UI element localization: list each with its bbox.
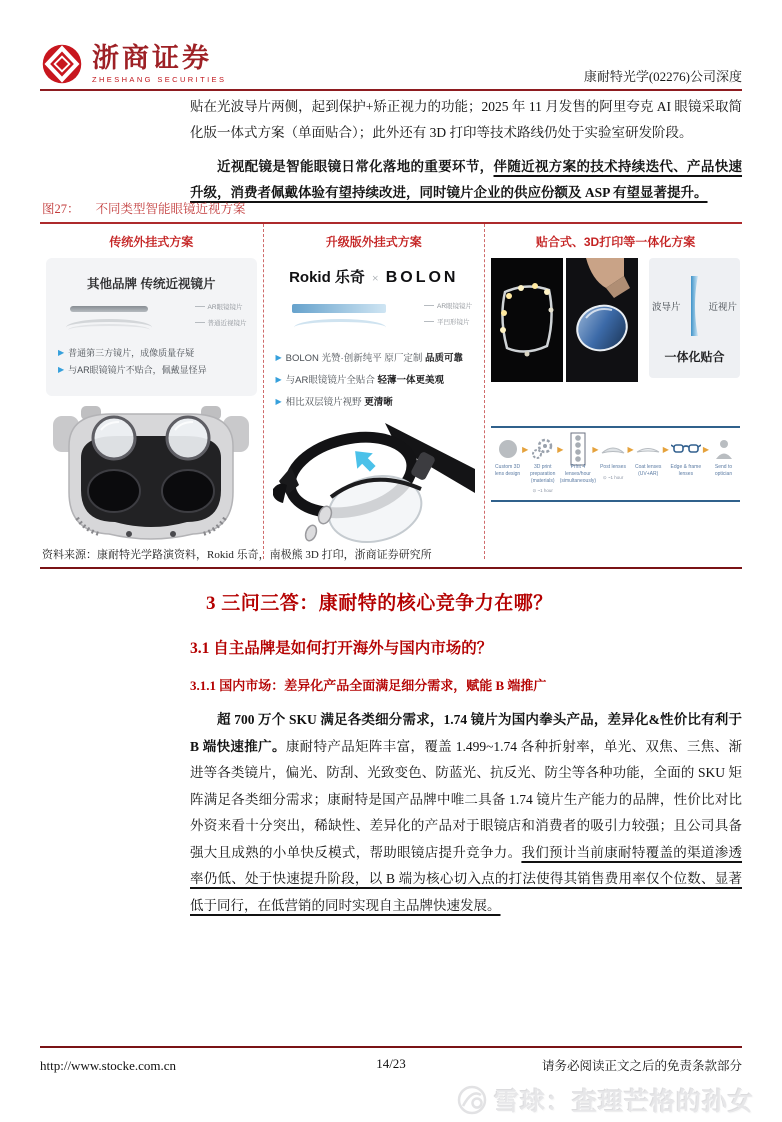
col2-bullet-1-bold: 品质可靠	[425, 353, 464, 364]
leader-line	[424, 321, 434, 322]
figure-source: 资料来源：康耐特光学路演资料，Rokid 乐奇，南极熊 3D 打印，浙商证券研究所	[42, 549, 432, 561]
optician-person-icon	[714, 436, 734, 462]
figure-27	[40, 197, 742, 569]
flow-step-label: Post lenses	[600, 464, 626, 470]
col2-bullet-1-plain: BOLON 光赞·创新纯平 原厂定制	[285, 353, 425, 364]
time-note	[533, 488, 553, 494]
gears-icon	[531, 436, 555, 462]
figure-col-integrated	[485, 224, 742, 559]
time-note-text: ~1 hour	[537, 488, 553, 494]
lens-in-hand-photo	[566, 258, 638, 382]
section-body-paragraph	[190, 707, 742, 919]
list-item	[58, 346, 245, 360]
lens-label-ar	[195, 302, 247, 311]
waveguide-lens-photo	[491, 258, 563, 382]
leader-line	[195, 322, 205, 323]
body-bold-lead: 超 700 万个 SKU 满足各类细分需求，1.74 镜片为国内拳头产品，差异化&性价比有利于 B 端快速推广。	[190, 712, 742, 754]
col1-card	[46, 258, 257, 396]
flow-arrow-icon: ▶	[592, 445, 599, 454]
attach-arrow-icon	[347, 443, 380, 476]
flow-step	[599, 436, 628, 481]
bonding-diagram-card	[649, 258, 740, 378]
ar-lens-shape	[70, 306, 148, 312]
col2-lens-labels	[424, 301, 472, 326]
eyeglasses-icon	[671, 436, 701, 462]
col2-bullets	[270, 351, 479, 411]
flow-arrow-icon: ▶	[522, 445, 529, 454]
triangle-bullet-icon: ▶	[275, 397, 282, 407]
col1-header: 传统外挂式方案	[109, 235, 194, 249]
flow-step-label: Print 4 lenses/hour (simultaneously)	[559, 464, 597, 484]
leader-line	[195, 306, 205, 307]
report-title: 康耐特光学(02276)公司深度	[583, 69, 742, 84]
col1-card-title: 其他品牌 传统近视镜片	[87, 277, 216, 291]
col2-header: 升级版外挂式方案	[325, 235, 422, 249]
3d-print-flow-panel	[491, 426, 740, 502]
zheshang-logo-icon	[40, 42, 84, 86]
clock-icon: ⊙	[602, 474, 608, 480]
flow-step-label: Custom 3D lens design	[494, 464, 521, 477]
ar-lens-shape-blue	[292, 304, 386, 313]
zheshang-brand	[40, 42, 226, 86]
flow-step	[669, 436, 703, 478]
figure-col-traditional	[40, 224, 264, 559]
brand-name-cn: 浙商证券	[92, 42, 212, 73]
lens-label-ar-text: AR眼镜镜片	[437, 303, 473, 310]
triangle-bullet-icon: ▶	[58, 365, 65, 375]
coated-lens-icon	[635, 436, 661, 462]
col2-bullet-2-bold: 轻薄一体更美观	[377, 375, 445, 387]
col2-bullet-2	[286, 373, 444, 388]
rokid-bolon-brand-row	[270, 266, 479, 287]
lens-label-plano-text: 平凹形镜片	[437, 319, 470, 326]
bolon-brand: BOLON	[385, 269, 459, 286]
ar-glasses-photo	[273, 423, 475, 559]
list-item	[58, 363, 245, 377]
time-note	[603, 475, 623, 481]
lens-design-icon	[497, 436, 519, 462]
waveguide-label: 波导片	[652, 302, 681, 313]
lens-dome-icon	[600, 436, 626, 462]
col1-lens-diagram	[56, 302, 247, 338]
figure-label: 图27：	[42, 202, 80, 216]
col2-bullet-2-plain: 与AR眼镜镜片全贴合	[285, 375, 378, 387]
body-plain: 康耐特产品矩阵丰富，覆盖 1.499~1.74 各种折射率，单光、双焦、三焦、渐进等各类镜片，偏光、防刮、光致变色、防蓝光、抗反光、防尘等各种功能，全面的 SKU 矩阵满足各类细分需求；康耐特是国产品牌中唯二具备 1.74 镜片生产能力的品牌，性价比对比外资来看十分突出，稀缺性、差异化的产品对于眼镜店和消费者的吸引力较强；且公司具备强大且成熟的小单快反模式，帮助眼镜店提升竞争力。	[190, 738, 742, 860]
bonding-labels	[652, 274, 737, 338]
printer-rack-icon	[570, 436, 586, 462]
flow-arrow-icon: ▶	[702, 445, 709, 454]
flow-row	[493, 436, 738, 494]
xueqiu-watermark	[457, 1082, 754, 1118]
time-note-text: ~1 hour	[607, 474, 624, 480]
bonding-caption: 一体化贴合	[664, 350, 725, 364]
col1-lens-labels	[195, 302, 247, 327]
lens-label-myopia	[195, 318, 247, 327]
list-item	[276, 395, 473, 410]
col3-header: 贴合式、3D打印等一体化方案	[535, 235, 696, 249]
brand-text	[92, 42, 227, 84]
triangle-bullet-icon: ▶	[275, 353, 282, 362]
figure-title: 不同类型智能眼镜近视方案	[95, 202, 246, 216]
list-item	[276, 351, 473, 366]
leader-line	[424, 305, 434, 306]
col1-bullet-1: 普通第三方镜片，成像质量存疑	[68, 348, 195, 358]
myopia-label: 近视片	[708, 302, 738, 313]
page-number: 14/23	[376, 1056, 406, 1071]
body-underlined: 我们预计当前康耐特覆盖的渠道渗透率仍低、处于快速提升阶段，以 B 端为核心切入点的打法使得其销售费用率仅个位数、显著低于同行，在低营销的同时实现自主品牌快速发展。	[190, 844, 743, 913]
xueqiu-logo-icon	[457, 1085, 487, 1115]
clock-icon: ⊙	[532, 488, 538, 494]
page-footer	[40, 1046, 742, 1074]
triangle-bullet-icon: ▶	[58, 348, 65, 357]
triangle-bullet-icon: ▶	[275, 375, 282, 385]
flow-step	[528, 436, 557, 494]
col2-lens-diagram	[270, 301, 479, 339]
intro-p2-lead: 近视配镜是智能眼镜日常化落地的重要环节，	[217, 159, 494, 174]
col1-bullets	[56, 346, 247, 378]
section-heading-3: 3.1.1 国内市场：差异化产品全面满足细分需求，赋能 B 端推广	[190, 678, 547, 693]
col2-bullet-3	[286, 395, 393, 410]
rokid-brand: Rokid 乐奇	[289, 269, 365, 286]
vertical-lens-icon	[688, 274, 702, 338]
figure-body	[40, 224, 742, 569]
lens-label-ar-text: AR眼镜镜片	[207, 304, 243, 311]
watermark-text: 雪球：查理芒格的孙女	[493, 1088, 754, 1116]
intro-p2-underlined: 伴随近视方案的技术持续迭代、产品快速升级，消费者佩戴体验有望持续改进，同时镜片企业的供应份额及 ASP 有望显著提升。	[190, 159, 743, 200]
myopia-lens-shape-2	[68, 324, 150, 336]
col2-bullet-3-bold: 更清晰	[364, 397, 393, 409]
flow-step-label: Coat lenses (UV+AR)	[634, 464, 662, 477]
flow-step	[493, 436, 522, 478]
col1-bullet-2: 与AR眼镜镜片不贴合，佩戴显怪异	[68, 365, 207, 376]
vr-headset-photo	[51, 406, 251, 544]
col2-bullet-3-plain: 相比双层镜片视野	[285, 397, 365, 409]
section-heading-2: 3.1 自主品牌是如何打开海外与国内市场的？	[190, 640, 493, 657]
col2-bullet-1	[286, 351, 463, 366]
flow-step	[559, 436, 597, 484]
section-heading-1: 3 三问三答：康耐特的核心竞争力在哪？	[206, 593, 553, 614]
flow-step	[709, 436, 738, 478]
figure-col-upgraded	[264, 224, 486, 559]
flow-step-label: Send to optician	[714, 464, 733, 477]
flow-step-label: 3D print preparation (materials)	[530, 464, 556, 484]
lens-label-ar	[424, 301, 472, 310]
flow-step	[634, 436, 663, 478]
col3-photos-row	[491, 258, 740, 382]
flow-arrow-icon: ▶	[557, 445, 564, 454]
footer-url-link[interactable]: http://www.stocke.com.cn	[40, 1058, 176, 1073]
intro-paragraph-1: 贴在光波导片两侧，起到保护+矫正视力的功能；2025 年 11 月发售的阿里夸克 AI 眼镜采取简化版一体式方案（单面贴合）；此外还有 3D 打印等技术路线仍处于实验室研发阶段。	[190, 99, 742, 140]
lens-label-myopia-text: 普通近视镜片	[207, 320, 247, 327]
section-3	[190, 588, 742, 933]
flow-arrow-icon: ▶	[662, 445, 669, 454]
list-item	[276, 373, 473, 388]
times-symbol: ×	[371, 271, 379, 285]
figure-title-row	[40, 197, 742, 224]
brand-name-en: ZHESHANG SECURITIES	[92, 74, 227, 84]
plano-concave-lens-shape	[294, 319, 386, 336]
lens-label-plano	[424, 317, 472, 326]
intro-paragraphs	[190, 94, 742, 206]
flow-step-label: Edge & frame lenses	[670, 464, 702, 477]
footer-disclaimer: 请务必阅读正文之后的免责条款部分	[541, 1059, 742, 1073]
flow-arrow-icon: ▶	[627, 445, 634, 454]
page-header	[40, 36, 742, 91]
